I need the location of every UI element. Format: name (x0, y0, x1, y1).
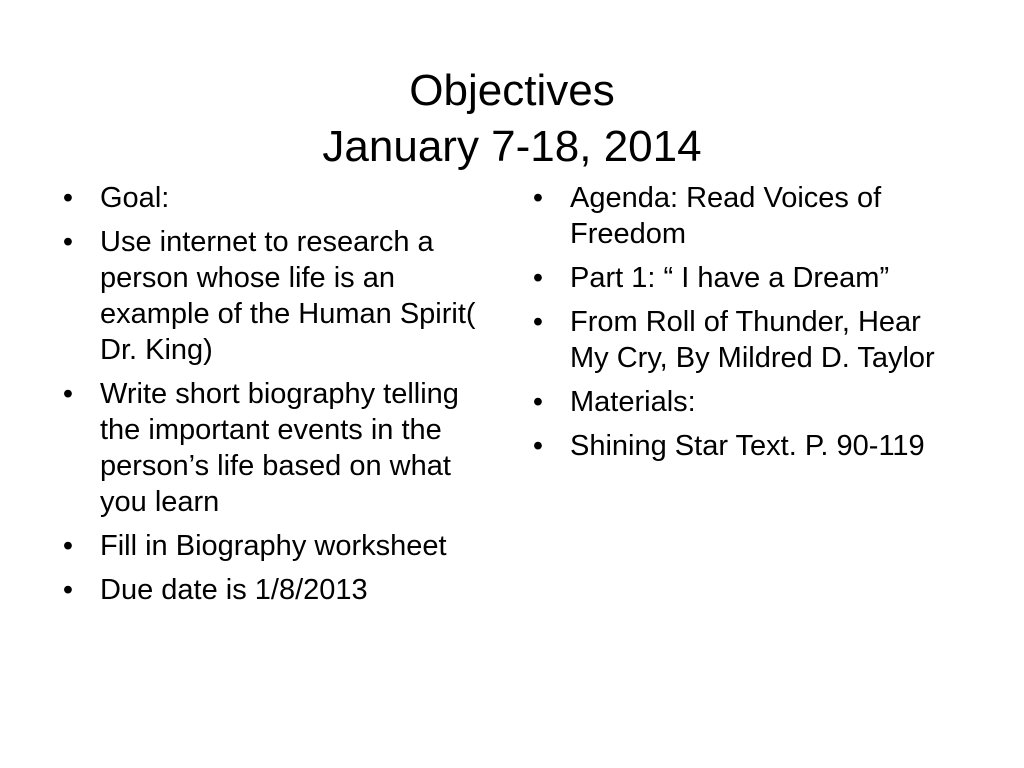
bullet-icon: • (532, 182, 544, 214)
list-item-text: Use internet to research a person whose life is an example of the Human Spirit( Dr. King) (100, 226, 476, 366)
title-line-2: January 7-18, 2014 (322, 122, 702, 172)
bullet-icon: • (62, 530, 74, 562)
list-item-text: From Roll of Thunder, Hear My Cry, By Mildred D. Taylor (570, 306, 935, 374)
list-item-text: Shining Star Text. P. 90-119 (570, 430, 925, 462)
bullet-icon: • (532, 386, 544, 418)
bullet-icon: • (532, 306, 544, 338)
list-item (58, 376, 498, 520)
slide-title (0, 63, 1024, 175)
list-item (58, 224, 498, 368)
list-item (528, 180, 948, 252)
list-item (58, 528, 498, 564)
list-item-text: Fill in Biography worksheet (100, 530, 447, 562)
list-item-text: Agenda: Read Voices of Freedom (570, 182, 882, 250)
list-item (528, 304, 948, 376)
bullet-icon: • (62, 574, 74, 606)
list-item-text: Materials: (570, 386, 696, 418)
left-bullet-list (58, 180, 498, 616)
bullet-icon: • (62, 226, 74, 258)
list-item-text: Write short biography telling the important events in the person’s life based on what you learn (100, 378, 459, 518)
bullet-icon: • (532, 262, 544, 294)
list-item (528, 384, 948, 420)
list-item (58, 180, 498, 216)
list-item-text: Part 1: “ I have a Dream” (570, 262, 890, 294)
list-item (528, 260, 948, 296)
list-item (58, 572, 498, 608)
list-item (528, 428, 948, 464)
right-bullet-list (528, 180, 948, 472)
list-item-text: Goal: (100, 182, 170, 214)
title-line-1: Objectives (409, 66, 615, 116)
bullet-icon: • (62, 182, 74, 214)
list-item-text: Due date is 1/8/2013 (100, 574, 368, 606)
bullet-icon: • (62, 378, 74, 410)
bullet-icon: • (532, 430, 544, 462)
